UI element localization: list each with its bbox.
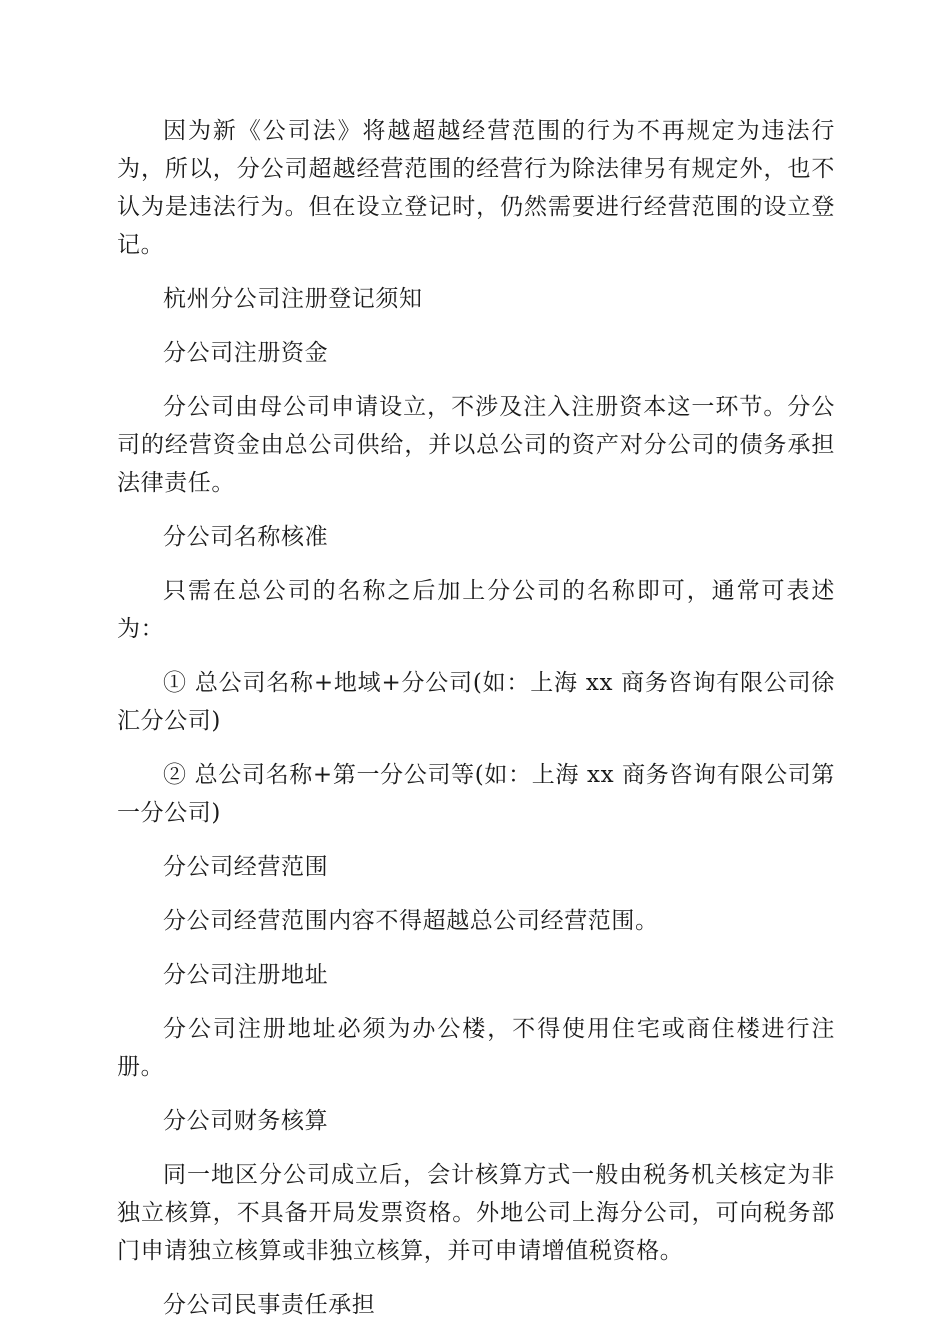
document-body: [117, 112, 835, 1340]
heading-name-approval: 分公司名称核准: [163, 524, 329, 550]
paragraph-name-format-2: ② 总公司名称+第一分公司等(如：上海 xx 商务咨询有限公司第一分公司): [117, 762, 835, 826]
paragraph-business-scope: 分公司经营范围内容不得超越总公司经营范围。: [163, 908, 659, 934]
heading-registered-address: 分公司注册地址: [163, 962, 329, 988]
heading-financial-accounting: 分公司财务核算: [163, 1108, 329, 1134]
paragraph-scope-violation: 因为新《公司法》将越超越经营范围的行为不再规定为违法行为，所以，分公司超越经营范围的经营行为除法律另有规定外，也不认为是违法行为。但在设立登记时，仍然需要进行经营范围的设立登记。: [117, 118, 835, 258]
heading-registered-capital: 分公司注册资金: [163, 340, 329, 366]
paragraph-name-approval: 只需在总公司的名称之后加上分公司的名称即可，通常可表述为：: [117, 578, 835, 642]
paragraph-registered-capital: 分公司由母公司申请设立，不涉及注入注册资本这一环节。分公司的经营资金由总公司供给，并以总公司的资产对分公司的债务承担法律责任。: [117, 394, 835, 496]
paragraph-registered-address: 分公司注册地址必须为办公楼，不得使用住宅或商住楼进行注册。: [117, 1016, 835, 1080]
paragraph-financial-accounting: 同一地区分公司成立后，会计核算方式一般由税务机关核定为非独立核算，不具备开局发票资格。外地公司上海分公司，可向税务部门申请独立核算或非独立核算，并可申请增值税资格。: [117, 1162, 835, 1264]
heading-hangzhou-registration-notice: 杭州分公司注册登记须知: [163, 286, 423, 312]
heading-business-scope: 分公司经营范围: [163, 854, 329, 880]
heading-civil-liability: 分公司民事责任承担: [163, 1292, 376, 1318]
paragraph-name-format-1: ① 总公司名称+地域+分公司(如：上海 xx 商务咨询有限公司徐汇分公司): [117, 670, 835, 734]
